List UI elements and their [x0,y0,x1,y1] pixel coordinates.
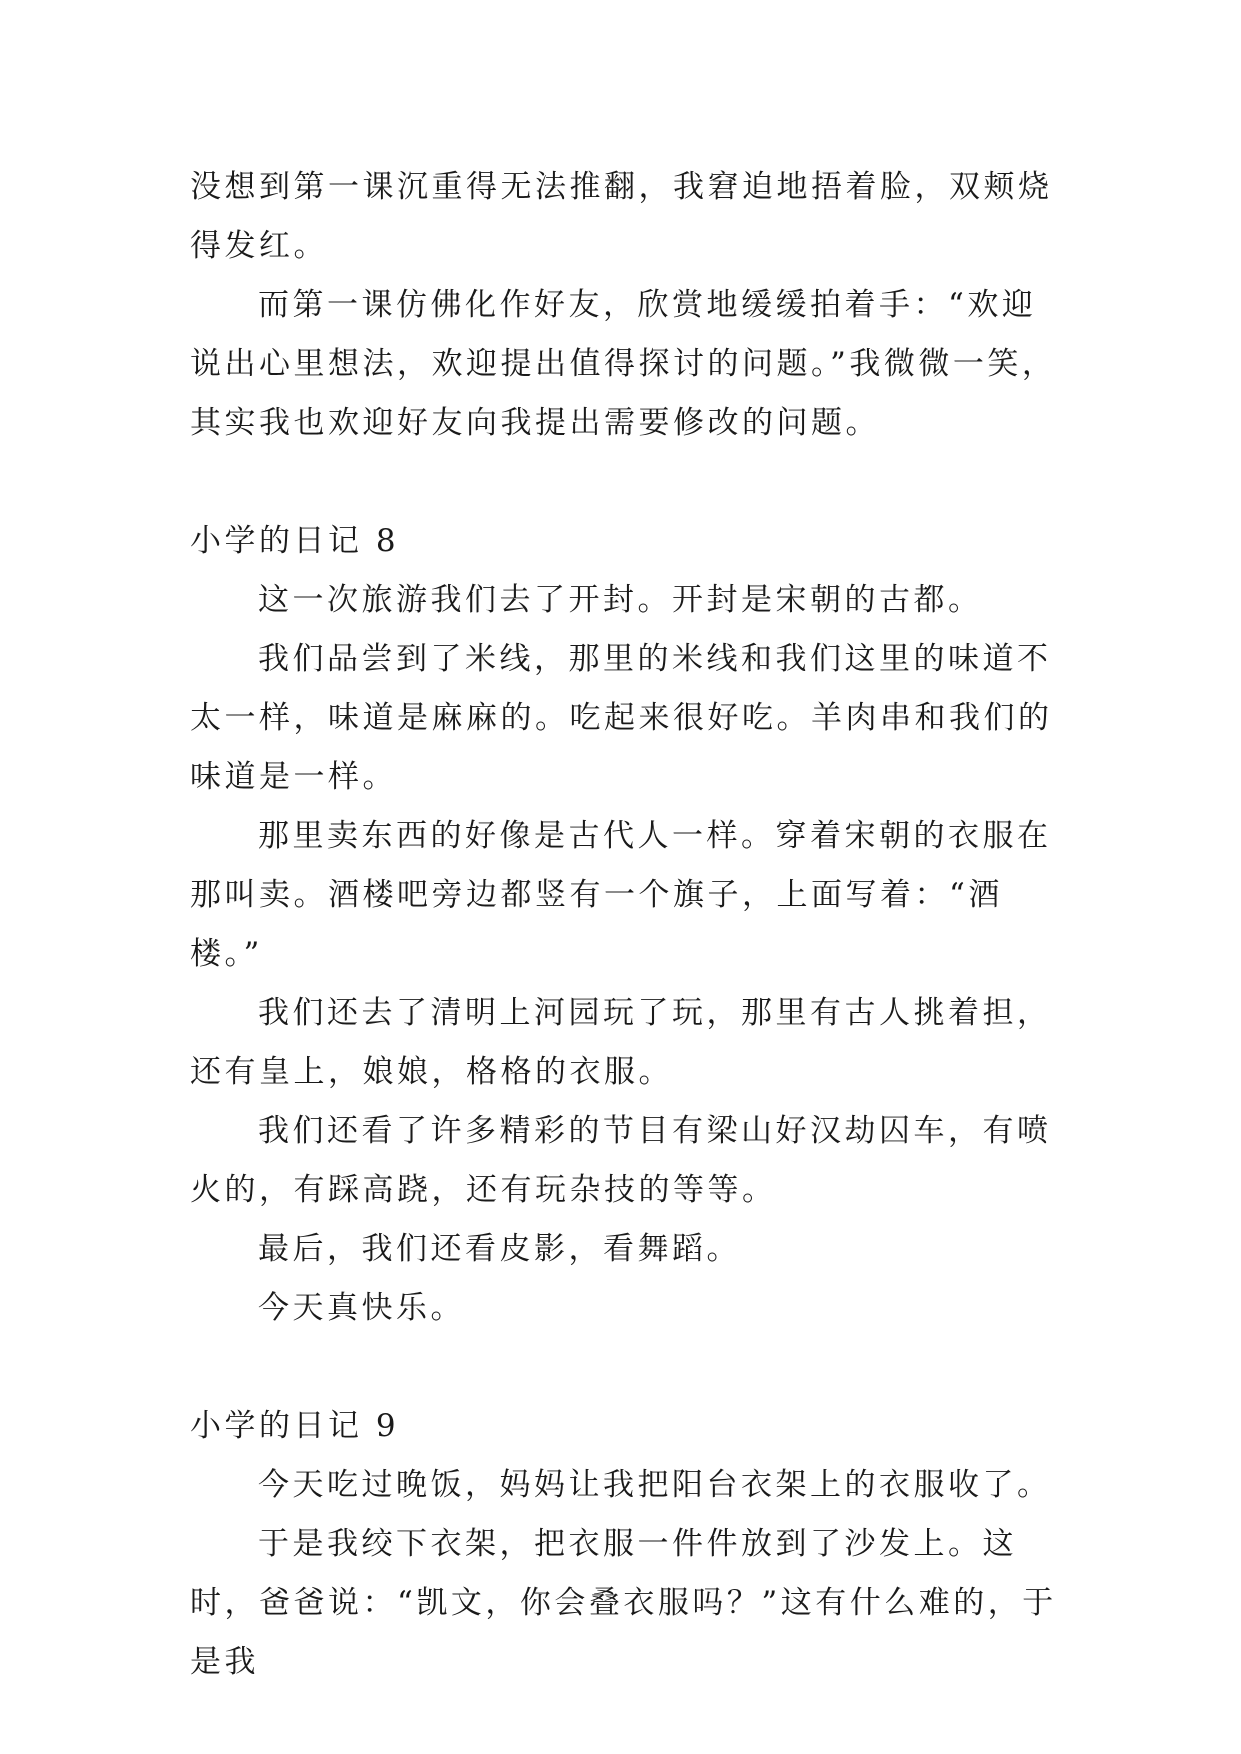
diary-8-paragraph-2: 我们品尝到了米线，那里的米线和我们这里的味道不太一样，味道是麻麻的。吃起来很好吃。羊肉串和我们的味道是一样。 [190,641,1053,795]
diary-9-paragraph-2: 于是我绞下衣架，把衣服一件件放到了沙发上。这时，爸爸说：“凯文，你会叠衣服吗？”这有什么难的，于是我 [190,1526,1057,1680]
diary-8-paragraph-6: 最后，我们还看皮影，看舞蹈。 [258,1231,741,1267]
intro-paragraph-2: 而第一课仿佛化作好友，欣赏地缓缓拍着手：“欢迎说出心里想法，欢迎提出值得探讨的问题。”我微微一笑，其实我也欢迎好友向我提出需要修改的问题。 [190,287,1057,441]
intro-paragraph-1: 没想到第一课沉重得无法推翻，我窘迫地捂着脸，双颊烧得发红。 [190,169,1053,264]
diary-8-paragraph-1: 这一次旅游我们去了开封。开封是宋朝的古都。 [258,582,983,618]
diary-8-paragraph-5: 我们还看了许多精彩的节目有梁山好汉劫囚车，有喷火的，有踩高跷，还有玩杂技的等等。 [190,1113,1052,1208]
diary-8-section [190,512,1060,1338]
diary-9-paragraph-1: 今天吃过晚饭，妈妈让我把阳台衣架上的衣服收了。 [258,1467,1052,1503]
diary-9-title: 小学的日记 9 [190,1408,400,1444]
diary-8-title: 小学的日记 8 [190,523,400,559]
diary-8-paragraph-3: 那里卖东西的好像是古代人一样。穿着宋朝的衣服在那叫卖。酒楼吧旁边都竖有一个旗子，上面写着：“酒楼。” [190,818,1052,972]
document-body [190,158,1060,1692]
diary-8-paragraph-7: 今天真快乐。 [258,1290,465,1326]
diary-8-paragraph-4: 我们还去了清明上河园玩了玩，那里有古人挑着担，还有皇上，娘娘，格格的衣服。 [190,995,1052,1090]
diary-9-section [190,1397,1060,1692]
